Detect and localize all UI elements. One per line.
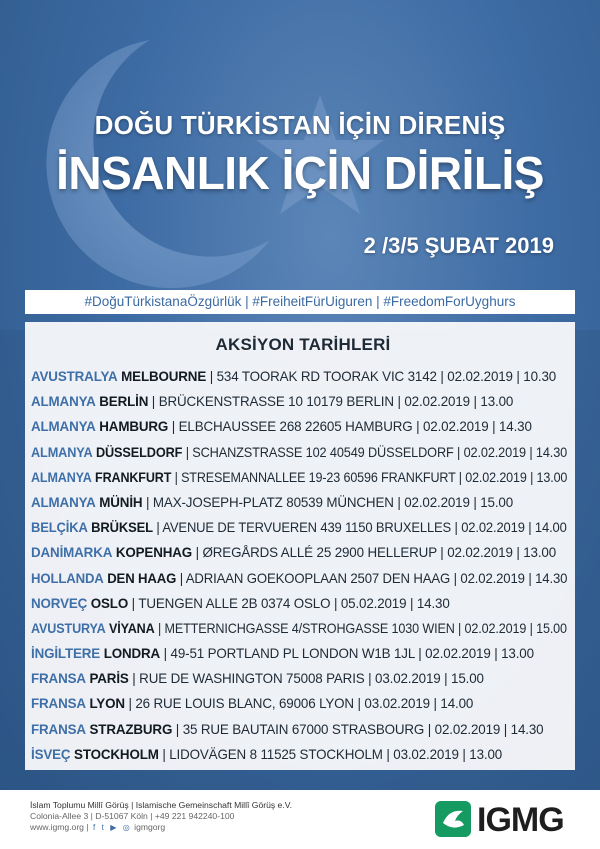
event-city: LONDRA	[103, 646, 161, 662]
footer-info	[30, 800, 292, 833]
event-details: | 26 RUE LOUIS BLANC, 69006 LYON | 03.02.2019 | 14.00	[124, 696, 474, 712]
event-city: STRAZBURG	[89, 721, 173, 737]
event-country: NORVEÇ	[31, 595, 88, 611]
event-row	[31, 566, 568, 591]
web-social-line: www.igmg.org | f t ▶ ◎ igmgorg	[30, 822, 166, 832]
event-country: ALMANYA	[31, 394, 96, 410]
title-line-2: İNSANLIK İÇİN DİRİLİŞ	[56, 147, 544, 199]
event-date: 2 /3/5 ŞUBAT 2019	[363, 233, 554, 258]
event-row	[31, 717, 567, 742]
website-link[interactable]: www.igmg.org	[30, 822, 84, 832]
event-country: ALMANYA	[31, 444, 93, 460]
event-city: OSLO	[90, 595, 129, 611]
event-row	[31, 364, 567, 389]
event-details: | RUE DE WASHINGTON 75008 PARIS | 03.02.2019 | 15.00	[128, 671, 484, 687]
event-city: MÜNİH	[99, 494, 143, 510]
igmg-logo	[435, 801, 585, 841]
social-handle[interactable]: igmgorg	[134, 822, 166, 832]
igmg-logo-icon	[435, 801, 471, 837]
event-row	[31, 440, 568, 465]
event-country: İSVEÇ	[31, 746, 71, 762]
event-details: | BRÜCKENSTRASSE 10 10179 BERLIN | 02.02.2019 | 13.00	[148, 394, 514, 410]
event-details: | SCHANZSTRASSE 102 40549 DÜSSELDORF | 02.02.2019 | 14.30	[182, 444, 568, 460]
event-row	[31, 540, 567, 565]
event-details: | LIDOVÄGEN 8 11525 STOCKHOLM | 03.02.2019 | 13.00	[158, 746, 503, 762]
event-details: | 49-51 PORTLAND PL LONDON W1B 1JL | 02.02.2019 | 13.00	[160, 646, 534, 662]
event-city: KOPENHAG	[115, 545, 193, 561]
event-details: | STRESEMANNALLEE 19-23 60596 FRANKFURT | 02.02.2019 | 13.00	[171, 469, 568, 485]
event-details: | ELBCHAUSSEE 268 22605 HAMBURG | 02.02.2019 | 14.30	[168, 419, 532, 435]
event-row	[31, 414, 567, 439]
event-city: HAMBURG	[99, 419, 169, 435]
event-country: HOLLANDA	[31, 570, 104, 586]
event-row	[31, 666, 567, 691]
facebook-icon[interactable]: f	[92, 823, 96, 832]
event-country: AVUSTRALYA	[31, 369, 118, 384]
logo-text: IGMG	[477, 801, 564, 839]
event-city: PARİS	[89, 671, 129, 687]
event-country: BELÇİKA	[31, 520, 88, 536]
event-city: DEN HAAG	[107, 570, 177, 586]
event-city: VİYANA	[108, 620, 155, 636]
event-city: BERLİN	[99, 394, 149, 410]
footer	[0, 790, 600, 849]
section-title: AKSİYON TARİHLERİ	[215, 335, 391, 354]
event-country: ALMANYA	[31, 469, 92, 485]
event-country: ALMANYA	[31, 419, 96, 435]
event-row	[31, 490, 567, 515]
event-country: FRANSA	[31, 721, 86, 737]
event-country: DANİMARKA	[31, 545, 113, 561]
events-list	[31, 364, 575, 767]
events-panel	[25, 322, 575, 770]
event-details: | MAX-JOSEPH-PLATZ 80539 MÜNCHEN | 02.02.2019 | 15.00	[142, 494, 514, 510]
event-row	[31, 515, 567, 540]
event-country: FRANSA	[31, 671, 86, 687]
event-city: DÜSSELDORF	[95, 444, 183, 460]
event-city: MELBOURNE	[121, 369, 207, 384]
instagram-icon[interactable]: ◎	[122, 823, 130, 832]
event-details: | ADRIAAN GOEKOOPLAAN 2507 DEN HAAG | 02.02.2019 | 14.30	[176, 570, 568, 586]
event-city: STOCKHOLM	[74, 746, 159, 762]
event-city: LYON	[89, 696, 125, 712]
event-row	[31, 641, 567, 666]
event-row	[31, 742, 567, 767]
event-row	[31, 591, 567, 616]
event-country: AVUSTURYA	[31, 620, 106, 636]
event-city: FRANKFURT	[95, 469, 172, 485]
event-row	[31, 465, 568, 490]
event-row	[31, 389, 567, 414]
hashtags-bar: #DoğuTürkistanaÖzgürlük | #FreiheitFürUiguren | #FreedomForUyghurs	[25, 290, 575, 314]
org-line: İslam Toplumu Millî Görüş | Islamische Gemeinschaft Millî Görüş e.V.	[30, 800, 293, 810]
event-details: | 534 TOORAK RD TOORAK VIC 3142 | 02.02.2019 | 10.30	[206, 369, 557, 384]
title-line-1: DOĞU TÜRKİSTAN İÇİN DİRENİŞ	[94, 110, 506, 140]
youtube-icon[interactable]: ▶	[110, 823, 117, 832]
event-details: | 35 RUE BAUTAIN 67000 STRASBOURG | 02.02.2019 | 14.30	[172, 721, 544, 737]
event-details: | AVENUE DE TERVUEREN 439 1150 BRUXELLES | 02.02.2019 | 14.00	[152, 520, 567, 536]
address-line: Colonia-Allee 3 | D-51067 Köln | +49 221 942240-100	[30, 811, 235, 821]
event-country: İNGİLTERE	[31, 646, 101, 662]
event-country: ALMANYA	[31, 494, 96, 510]
event-city: BRÜKSEL	[91, 520, 153, 536]
event-details: | METTERNICHGASSE 4/STROHGASSE 1030 WIEN | 02.02.2019 | 15.00	[154, 620, 567, 636]
event-details: | TUENGEN ALLE 2B 0374 OSLO | 05.02.2019 | 14.30	[128, 595, 450, 611]
event-row	[31, 616, 567, 641]
event-row	[31, 691, 567, 716]
twitter-icon[interactable]: t	[101, 823, 104, 832]
event-details: | ØREGÅRDS ALLÉ 25 2900 HELLERUP | 02.02.2019 | 13.00	[192, 545, 557, 561]
event-country: FRANSA	[31, 696, 86, 712]
